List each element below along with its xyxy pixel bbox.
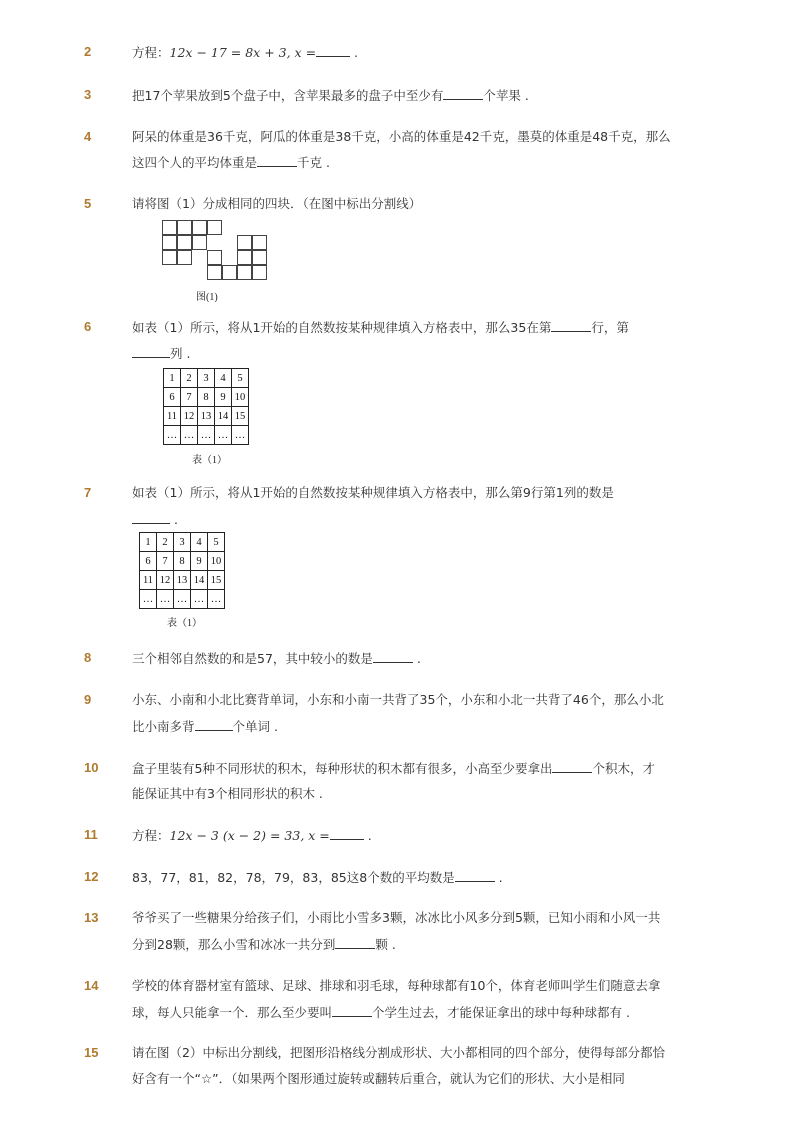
table-cell: 1 [164, 369, 181, 388]
grid-cell [177, 235, 192, 250]
table-cell: 12 [181, 407, 198, 426]
answer-blank[interactable] [257, 154, 297, 167]
question-number: 10 [84, 760, 99, 775]
question-number: 8 [84, 650, 92, 665]
question-text: 小东、小南和小北比赛背单词，小东和小南一共背了35个，小东和小北一共背了46个，那么小北 [132, 692, 664, 707]
answer-blank[interactable] [316, 44, 350, 57]
question-number: 5 [84, 196, 92, 211]
question-text: 方程：12x − 3 (x − 2) = 33, x = . [132, 828, 372, 843]
table-cell: … [232, 426, 249, 445]
question-number: 6 [84, 319, 92, 334]
table-cell: 14 [191, 571, 208, 590]
table-cell: 13 [174, 571, 191, 590]
grid-cell [162, 235, 177, 250]
answer-blank[interactable] [373, 650, 413, 663]
question-text: 三个相邻自然数的和是57，其中较小的数是 . [132, 651, 421, 666]
question-number: 15 [84, 1045, 99, 1060]
question-text-line2: 好含有一个“☆”．（如果两个图形通过旋转或翻转后重合，就认为它们的形状、大小是相同 [132, 1071, 625, 1086]
question-text: 学校的体育器材室有篮球、足球、排球和羽毛球，每种球都有10个，体育老师叫学生们随意去拿 [132, 978, 661, 993]
table-cell: 6 [140, 552, 157, 571]
question-text: 如表（1）所示，将从1开始的自然数按某种规律填入方格表中，那么第9行第1列的数是 [132, 485, 614, 500]
table-cell: 9 [215, 388, 232, 407]
answer-blank[interactable] [552, 760, 592, 773]
table-cell: 6 [164, 388, 181, 407]
grid-cell [237, 250, 252, 265]
question-text: 爷爷买了一些糖果分给孩子们，小雨比小雪多3颗，冰冰比小风多分到5颗，已知小雨和小风一共 [132, 910, 661, 925]
grid-cell [207, 250, 222, 265]
answer-blank[interactable] [132, 511, 170, 524]
table-cell: … [157, 590, 174, 609]
question-text: 请在图（2）中标出分割线，把图形沿格线分割成形状、大小都相同的四个部分，使得每部分都恰 [132, 1045, 665, 1060]
question-number: 7 [84, 485, 92, 500]
question-number: 4 [84, 129, 92, 144]
question-text-line2: 列 . [132, 345, 190, 362]
answer-blank[interactable] [455, 869, 495, 882]
table-cell: 7 [157, 552, 174, 571]
table-cell: 2 [157, 533, 174, 552]
table-cell: … [140, 590, 157, 609]
question-text: 把17个苹果放到5个盘子中，含苹果最多的盘子中至少有 个苹果 . [132, 88, 529, 103]
answer-blank[interactable] [332, 1004, 372, 1017]
grid-cell [207, 220, 222, 235]
table-cell: … [164, 426, 181, 445]
table-cell: 14 [215, 407, 232, 426]
table-cell: 4 [215, 369, 232, 388]
table-cell: 10 [232, 388, 249, 407]
answer-blank[interactable] [335, 936, 375, 949]
grid-cell [207, 265, 222, 280]
question-text: 请将图（1）分成相同的四块．（在图中标出分割线） [132, 196, 422, 211]
question-number: 11 [84, 827, 98, 842]
grid-cell [237, 235, 252, 250]
table-cell: 3 [174, 533, 191, 552]
table-cell: 13 [198, 407, 215, 426]
answer-blank[interactable] [132, 345, 170, 358]
question-text-line2: 分到28颗，那么小雪和冰冰一共分到 颗 . [132, 937, 396, 952]
table-cell: … [191, 590, 208, 609]
answer-blank[interactable] [443, 87, 483, 100]
table-cell: 8 [174, 552, 191, 571]
table-cell: 5 [232, 369, 249, 388]
question-text-line2: 比小南多背 个单词 . [132, 719, 278, 734]
table-cell: … [198, 426, 215, 445]
question-number: 12 [84, 869, 99, 884]
grid-cell [252, 235, 267, 250]
question-text-line2: . [132, 511, 178, 528]
grid-cell [222, 265, 237, 280]
answer-blank[interactable] [551, 319, 591, 332]
question-text-line2: 球，每人只能拿一个．那么至少要叫 个学生过去，才能保证拿出的球中每种球都有 . [132, 1005, 630, 1020]
table-cell: 15 [232, 407, 249, 426]
question-text: 阿呆的体重是36千克，阿瓜的体重是38千克，小高的体重是42千克，墨莫的体重是48千克，那么 [132, 129, 671, 144]
question-number: 13 [84, 910, 99, 925]
grid-cell [162, 250, 177, 265]
table-cell: … [208, 590, 225, 609]
grid-cell [192, 220, 207, 235]
table-caption: 表（1） [167, 618, 202, 629]
question-text-line2: 这四个人的平均体重是 千克 . [132, 155, 330, 170]
grid-cell [252, 265, 267, 280]
table-cell: … [181, 426, 198, 445]
question-text-line2: 能保证其中有3个相同形状的积木 . [132, 786, 323, 801]
table-cell: 4 [191, 533, 208, 552]
number-table [139, 532, 225, 609]
table-cell: 7 [181, 388, 198, 407]
answer-blank[interactable] [195, 718, 233, 731]
number-table [163, 368, 249, 445]
grid-cell [252, 250, 267, 265]
grid-cell [177, 220, 192, 235]
grid-cell [192, 235, 207, 250]
table-cell: … [174, 590, 191, 609]
question-text: 盒子里装有5种不同形状的积木，每种形状的积木都有很多，小高至少要拿出 个积木，才 [132, 761, 655, 776]
table-caption: 表（1） [192, 455, 227, 466]
grid-cell [162, 220, 177, 235]
table-cell: 12 [157, 571, 174, 590]
grid-cell [237, 265, 252, 280]
table-cell: 10 [208, 552, 225, 571]
table-cell: 3 [198, 369, 215, 388]
grid-cell [177, 250, 192, 265]
question-text: 方程：12x − 17 = 8x + 3, x = . [132, 45, 358, 60]
table-cell: 11 [140, 571, 157, 590]
answer-blank[interactable] [330, 827, 364, 840]
table-cell: 2 [181, 369, 198, 388]
table-cell: 9 [191, 552, 208, 571]
question-text: 如表（1）所示，将从1开始的自然数按某种规律填入方格表中，那么35在第 行，第 [132, 320, 629, 335]
figure-caption: 图(1) [196, 292, 218, 303]
question-number: 3 [84, 87, 92, 102]
table-cell: 11 [164, 407, 181, 426]
question-number: 2 [84, 44, 92, 59]
table-cell: … [215, 426, 232, 445]
table-cell: 15 [208, 571, 225, 590]
table-cell: 5 [208, 533, 225, 552]
question-number: 14 [84, 978, 99, 993]
question-text: 83，77，81，82，78，79，83，85这8个数的平均数是 . [132, 870, 503, 885]
question-number: 9 [84, 692, 92, 707]
table-cell: 8 [198, 388, 215, 407]
table-cell: 1 [140, 533, 157, 552]
